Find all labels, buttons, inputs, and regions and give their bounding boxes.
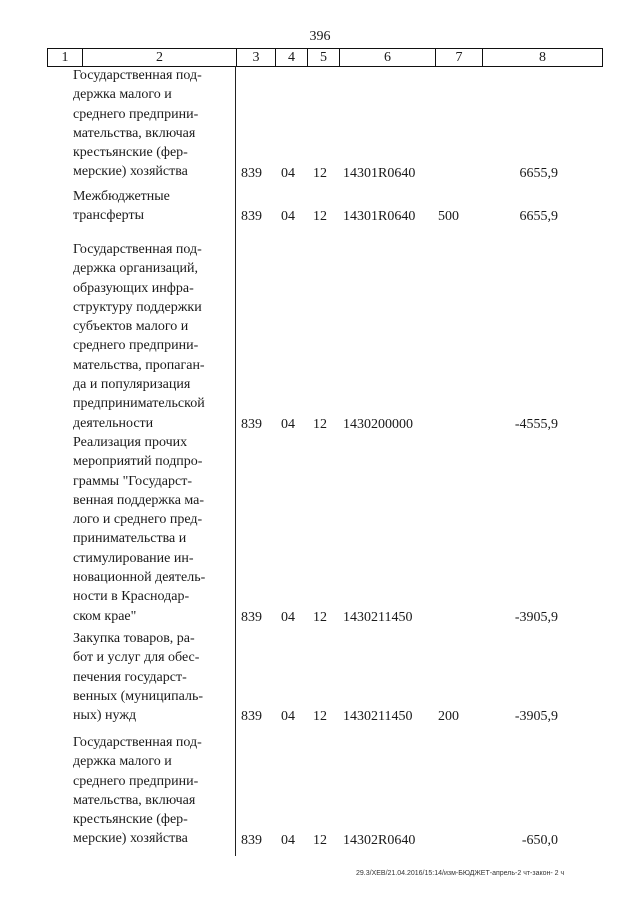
description-line: лого и среднего пред- [73,512,203,528]
cell-c6: 1430211450 [343,609,413,625]
description-line: структуру поддержки [73,299,202,315]
description-line: трансферты [73,208,145,224]
cell-c5: 12 [313,832,327,848]
cell-c3: 839 [241,709,262,725]
description-line: ском крае" [73,608,137,624]
description-line: держка организаций, [73,261,198,277]
description-line: держка малого и [73,87,172,103]
cell-c4: 04 [281,832,295,848]
page-number: 396 [309,29,331,44]
column-header-8: 8 [483,49,603,67]
column-header-7: 7 [436,49,483,67]
row-description [73,187,226,226]
description-line: граммы "Государст- [73,473,192,489]
cell-c6: 1430200000 [343,416,413,432]
cell-c6: 1430211450 [343,709,413,725]
description-line: среднего предприни- [73,106,199,122]
description-line: мерские) хозяйства [73,164,188,180]
description-line: мероприятий подпро- [73,454,203,470]
description-line: предпринимательской [73,396,205,412]
description-line: среднего предприни- [73,338,199,354]
cell-c8: -3905,9 [514,709,558,725]
cell-c6: 14301R0640 [343,209,416,225]
cell-c3: 839 [241,209,262,225]
cell-c5: 12 [313,709,327,725]
row-description [73,733,226,849]
description-line: держка малого и [73,754,172,770]
cell-c4: 04 [281,165,295,181]
description-line: Межбюджетные [73,189,170,204]
row-description [73,240,226,433]
cell-c7: 500 [438,209,459,225]
cell-c3: 839 [241,165,262,181]
cell-c5: 12 [313,165,327,181]
cell-c4: 04 [281,416,295,432]
cell-c5: 12 [313,209,327,225]
column-header-3: 3 [237,49,276,67]
cell-c3: 839 [241,609,262,625]
cell-c5: 12 [313,609,327,625]
cell-c6: 14301R0640 [343,165,416,181]
column-header-1: 1 [48,49,83,67]
description-line: мерские) хозяйства [73,831,188,847]
description-line: Государственная под- [73,735,202,750]
description-line: Реализация прочих [73,435,188,450]
description-line: венных (муниципаль- [73,688,203,704]
description-line: ных) нужд [73,708,137,724]
description-line: мательства, включая [73,792,196,808]
description-line: венная поддержка ма- [73,492,205,508]
description-line: образующих инфра- [73,280,194,296]
description-line: новационной деятель- [73,570,206,586]
column-divider [235,66,236,856]
column-header-row [47,48,603,67]
description-line: ности в Краснодар- [73,589,190,605]
column-header-6: 6 [340,49,436,67]
cell-c3: 839 [241,832,262,848]
cell-c8: -3905,9 [514,609,558,625]
description-line: среднего предприни- [73,773,199,789]
row-description [73,629,226,725]
cell-c7: 200 [438,709,459,725]
column-header-2: 2 [83,49,237,67]
cell-c4: 04 [281,209,295,225]
description-line: Государственная под- [73,242,202,257]
cell-c8: -4555,9 [514,416,558,432]
description-line: печения государст- [73,669,187,685]
description-line: да и популяризация [73,377,191,393]
description-line: деятельности [73,415,154,431]
description-line: Государственная под- [73,68,202,83]
cell-c4: 04 [281,609,295,625]
description-line: Закупка товаров, ра- [73,631,195,646]
cell-c8: 6655,9 [519,165,558,181]
description-line: принимательства и [73,531,187,547]
cell-c4: 04 [281,709,295,725]
description-line: бот и услуг для обес- [73,650,200,666]
cell-c8: -650,0 [521,832,558,848]
row-description [73,433,226,626]
description-line: субъектов малого и [73,319,189,335]
column-header-4: 4 [276,49,308,67]
cell-c8: 6655,9 [519,209,558,225]
description-line: мательства, пропаган- [73,357,205,373]
description-line: стимулирование ин- [73,550,194,566]
cell-c5: 12 [313,416,327,432]
cell-c6: 14302R0640 [343,832,416,848]
row-description [73,66,226,182]
footer-stamp: 29.3/ХЕВ/21.04.2016/15:14/изм-БЮДЖЕТ-апрель-2 чт-закон- 2 ч [356,870,565,877]
cell-c3: 839 [241,416,262,432]
description-line: крестьянские (фер- [73,812,188,828]
column-header-5: 5 [308,49,340,67]
description-line: крестьянские (фер- [73,145,188,161]
description-line: мательства, включая [73,125,196,141]
